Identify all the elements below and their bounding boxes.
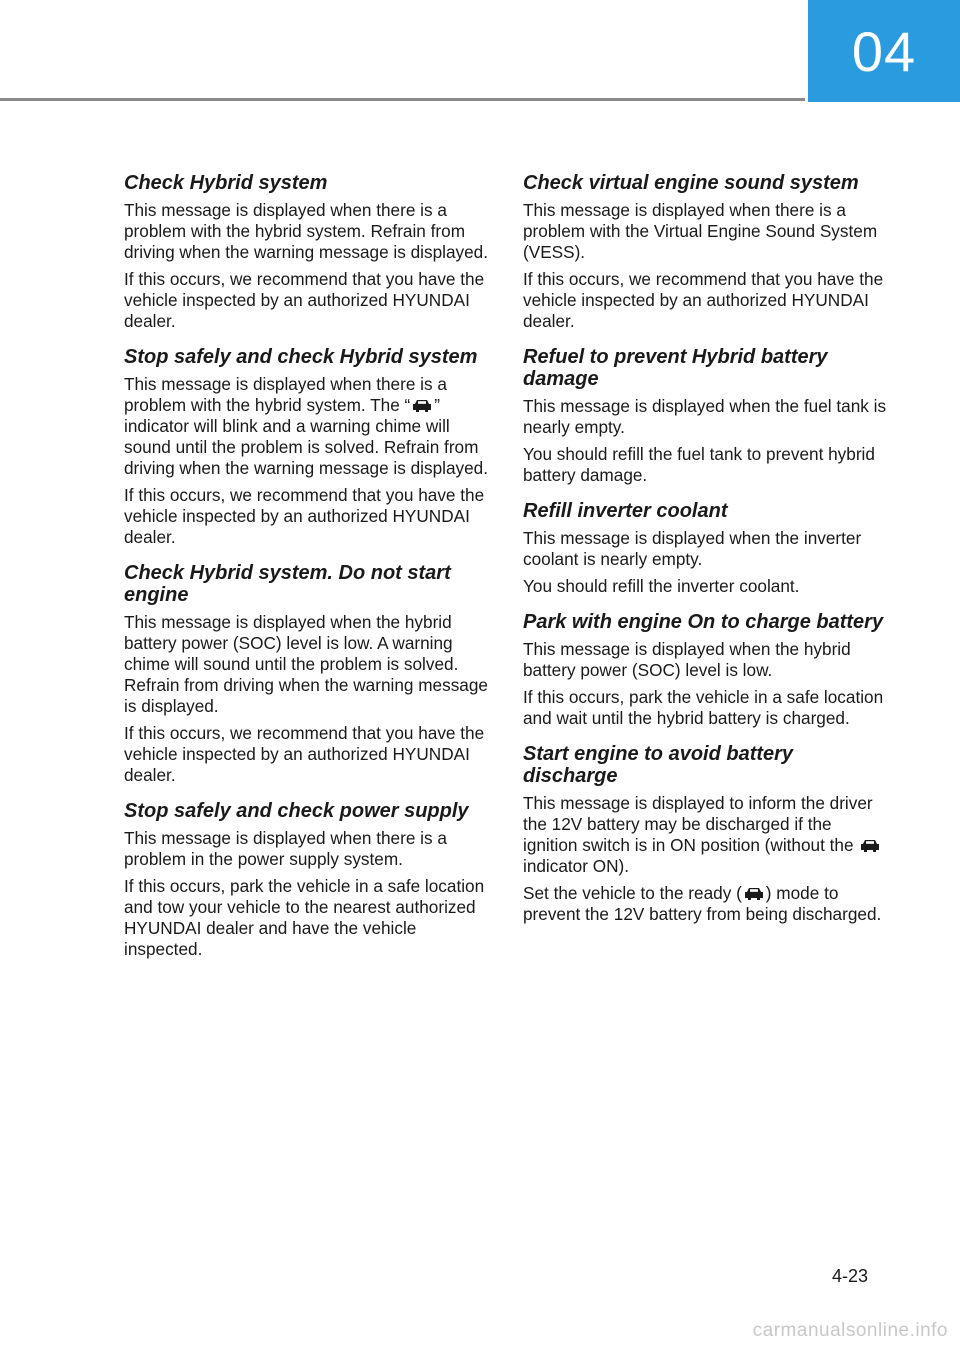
text-run: ” indicator will blink and a warning chime will sound until the problem is solved. Refrain from driving when the warning message is displayed. <box>124 395 489 478</box>
paragraph: If this occurs, we recommend that you have the vehicle inspected by an authorized HYUNDAI dealer. <box>523 269 884 331</box>
paragraph <box>523 883 888 925</box>
section-check-hybrid-system <box>124 172 489 332</box>
text-run: This message is displayed to inform the driver the 12V battery may be discharged if the ignition switch is in ON position (without the <box>523 793 873 855</box>
section-title: Check Hybrid system. Do not start engine <box>124 562 451 606</box>
text-run: This message is displayed when there is a problem with the hybrid system. The “ <box>124 374 447 415</box>
paragraph: If this occurs, park the vehicle in a safe location and tow your vehicle to the nearest authorized HYUNDAI dealer and have the vehicle inspected. <box>124 876 485 959</box>
section-title: Check Hybrid system <box>124 172 328 194</box>
car-ready-icon <box>743 886 765 902</box>
section-title: Refuel to prevent Hybrid battery damage <box>523 346 828 390</box>
paragraph: This message is displayed when the fuel tank is nearly empty. <box>523 396 887 437</box>
paragraph: If this occurs, we recommend that you have the vehicle inspected by an authorized HYUNDAI dealer. <box>124 485 485 547</box>
paragraph: This message is displayed when the inverter coolant is nearly empty. <box>523 528 862 569</box>
paragraph: This message is displayed when the hybrid battery power (SOC) level is low. A warning chime will sound until the problem is solved. Refrain from driving when the warning message is displayed. <box>124 612 488 716</box>
paragraph <box>124 374 489 479</box>
section-title: Check virtual engine sound system <box>523 172 859 194</box>
section-inverter-coolant <box>523 500 888 597</box>
paragraph: You should refill the fuel tank to prevent hybrid battery damage. <box>523 444 875 485</box>
paragraph: If this occurs, we recommend that you have the vehicle inspected by an authorized HYUNDAI dealer. <box>124 269 485 331</box>
paragraph: If this occurs, park the vehicle in a safe location and wait until the hybrid battery is charged. <box>523 687 884 728</box>
left-column <box>124 172 489 974</box>
paragraph: If this occurs, we recommend that you have the vehicle inspected by an authorized HYUNDAI dealer. <box>124 723 485 785</box>
section-title: Park with engine On to charge battery <box>523 611 884 633</box>
section-title: Stop safely and check power supply <box>124 800 469 822</box>
paragraph: You should refill the inverter coolant. <box>523 576 800 596</box>
text-run: ) mode to prevent the 12V battery from being discharged. <box>523 883 882 924</box>
car-ready-icon <box>859 838 881 854</box>
paragraph: This message is displayed when there is a problem in the power supply system. <box>124 828 447 869</box>
text-run: Set the vehicle to the ready ( <box>523 883 742 903</box>
paragraph: This message is displayed when there is a problem with the hybrid system. Refrain from driving when the warning message is displayed. <box>124 200 489 262</box>
section-title: Stop safely and check Hybrid system <box>124 346 478 368</box>
chapter-tab: 04 <box>808 0 960 102</box>
section-battery-discharge <box>523 743 888 925</box>
car-ready-icon <box>411 398 433 414</box>
paragraph <box>523 793 888 877</box>
paragraph: This message is displayed when there is a problem with the Virtual Engine Sound System (VESS). <box>523 200 878 262</box>
section-check-power-supply <box>124 800 489 960</box>
section-refuel <box>523 346 888 486</box>
header-rule <box>0 98 805 101</box>
text-run: indicator ON). <box>523 856 630 876</box>
right-column <box>523 172 888 939</box>
paragraph: This message is displayed when the hybrid battery power (SOC) level is low. <box>523 639 851 680</box>
page-number: 4-23 <box>831 1266 868 1286</box>
section-park-engine-on <box>523 611 888 729</box>
section-title: Start engine to avoid battery discharge <box>523 743 794 787</box>
section-do-not-start-engine <box>124 562 489 786</box>
section-stop-safely-check-hybrid <box>124 346 489 548</box>
watermark: carmanualsonline.info <box>752 1320 948 1341</box>
section-virtual-engine-sound <box>523 172 888 332</box>
section-title: Refill inverter coolant <box>523 500 728 522</box>
